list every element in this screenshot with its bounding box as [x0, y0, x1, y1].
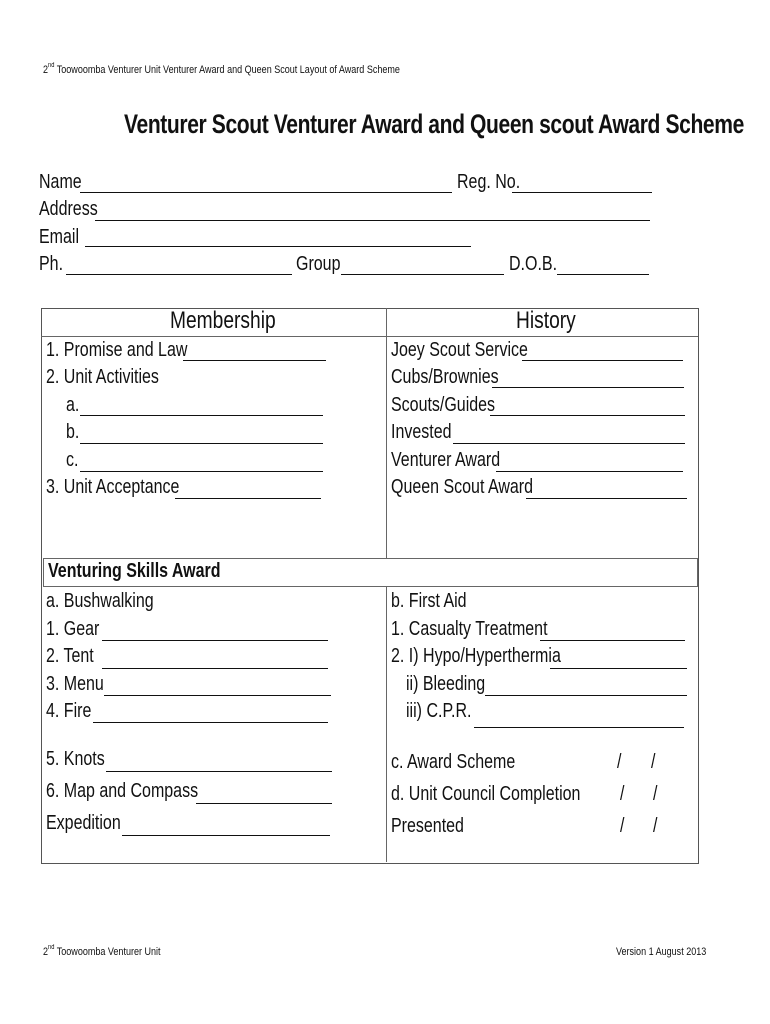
- scouts-guides-label: Scouts/Guides: [391, 394, 496, 416]
- dob-field[interactable]: [557, 274, 649, 275]
- footer-unit: [43, 946, 186, 958]
- footer-version: [616, 946, 726, 958]
- award-scheme-date-sep-1: /: [617, 751, 622, 773]
- skills-heading: Venturing Skills Award: [48, 560, 221, 582]
- header-row-divider: [41, 336, 698, 337]
- footer-version-text: Version 1 August 2013: [616, 946, 707, 958]
- gear-field[interactable]: [102, 640, 328, 641]
- activity-b-field[interactable]: [80, 443, 323, 444]
- activity-c-field[interactable]: [80, 471, 323, 472]
- unit-acceptance-label: 3. Unit Acceptance: [46, 476, 180, 498]
- email-field[interactable]: [85, 246, 471, 247]
- activity-a-field[interactable]: [80, 415, 323, 416]
- knots-field[interactable]: [106, 771, 332, 772]
- lower-column-divider: [386, 586, 387, 862]
- activity-c-label: c.: [66, 449, 79, 471]
- award-scheme-label: c. Award Scheme: [391, 751, 516, 773]
- menu-field[interactable]: [104, 695, 331, 696]
- queen-scout-label: Queen Scout Award: [391, 476, 534, 498]
- presented-date-sep-2: /: [653, 815, 658, 837]
- footer-text: Toowoomba Venturer Unit: [54, 946, 161, 958]
- cubs-brownies-label: Cubs/Brownies: [391, 366, 499, 388]
- presented-label: Presented: [391, 815, 464, 837]
- header-sup: nd: [48, 62, 55, 69]
- unit-acceptance-field[interactable]: [175, 498, 321, 499]
- history-heading: History: [516, 307, 576, 334]
- casualty-field[interactable]: [540, 640, 685, 641]
- casualty-label: 1. Casualty Treatment: [391, 618, 548, 640]
- activity-a-label: a.: [66, 394, 80, 416]
- promise-law-label: 1. Promise and Law: [46, 339, 188, 361]
- name-field[interactable]: [80, 192, 452, 193]
- phone-label: Ph.: [39, 253, 64, 275]
- reg-no-label: Reg. No.: [457, 171, 521, 193]
- tent-label: 2. Tent: [46, 645, 94, 667]
- gear-label: 1. Gear: [46, 618, 100, 640]
- cpr-field[interactable]: [474, 727, 684, 728]
- cubs-brownies-field[interactable]: [492, 387, 684, 388]
- name-label: Name: [39, 171, 82, 193]
- unit-activities-label: 2. Unit Activities: [46, 366, 159, 388]
- queen-scout-field[interactable]: [526, 498, 687, 499]
- joey-service-label: Joey Scout Service: [391, 339, 528, 361]
- first-aid-label: b. First Aid: [391, 590, 467, 612]
- email-label: Email: [39, 226, 80, 248]
- knots-label: 5. Knots: [46, 748, 105, 770]
- address-field[interactable]: [95, 220, 650, 221]
- tent-field[interactable]: [102, 668, 328, 669]
- header-prefix: 2: [43, 64, 49, 76]
- fire-label: 4. Fire: [46, 700, 92, 722]
- invested-field[interactable]: [453, 443, 685, 444]
- page-header: [43, 64, 478, 76]
- venturer-award-field[interactable]: [496, 471, 683, 472]
- hypo-field[interactable]: [550, 668, 687, 669]
- invested-label: Invested: [391, 421, 452, 443]
- joey-service-field[interactable]: [522, 360, 683, 361]
- bleeding-label: ii) Bleeding: [406, 673, 486, 695]
- expedition-label: Expedition: [46, 812, 121, 834]
- promise-law-field[interactable]: [183, 360, 326, 361]
- page-title: Venturer Scout Venturer Award and Queen scout Award Scheme: [124, 109, 744, 139]
- phone-field[interactable]: [66, 274, 292, 275]
- expedition-field[interactable]: [122, 835, 330, 836]
- scouts-guides-field[interactable]: [490, 415, 685, 416]
- header-text: Toowoomba Venturer Unit Venturer Award and Queen Scout Layout of Award Scheme: [54, 64, 400, 76]
- group-label: Group: [296, 253, 341, 275]
- map-compass-label: 6. Map and Compass: [46, 780, 199, 802]
- unit-council-date-sep-2: /: [653, 783, 658, 805]
- upper-column-divider: [386, 308, 387, 558]
- presented-date-sep-1: /: [620, 815, 625, 837]
- group-field[interactable]: [341, 274, 504, 275]
- unit-council-date-sep-1: /: [620, 783, 625, 805]
- cpr-label: iii) C.P.R.: [406, 700, 472, 722]
- address-label: Address: [39, 198, 98, 220]
- hypo-label: 2. I) Hypo/Hyperthermia: [391, 645, 561, 667]
- venturer-award-label: Venturer Award: [391, 449, 501, 471]
- unit-council-label: d. Unit Council Completion: [391, 783, 581, 805]
- activity-b-label: b.: [66, 421, 80, 443]
- reg-no-field[interactable]: [512, 192, 652, 193]
- footer-sup: nd: [48, 944, 55, 951]
- bleeding-field[interactable]: [485, 695, 687, 696]
- fire-field[interactable]: [93, 722, 328, 723]
- bushwalking-label: a. Bushwalking: [46, 590, 154, 612]
- dob-label: D.O.B.: [509, 253, 558, 275]
- award-scheme-date-sep-2: /: [651, 751, 656, 773]
- footer-prefix: 2: [43, 946, 49, 958]
- membership-heading: Membership: [170, 307, 276, 334]
- map-compass-field[interactable]: [196, 803, 332, 804]
- menu-label: 3. Menu: [46, 673, 104, 695]
